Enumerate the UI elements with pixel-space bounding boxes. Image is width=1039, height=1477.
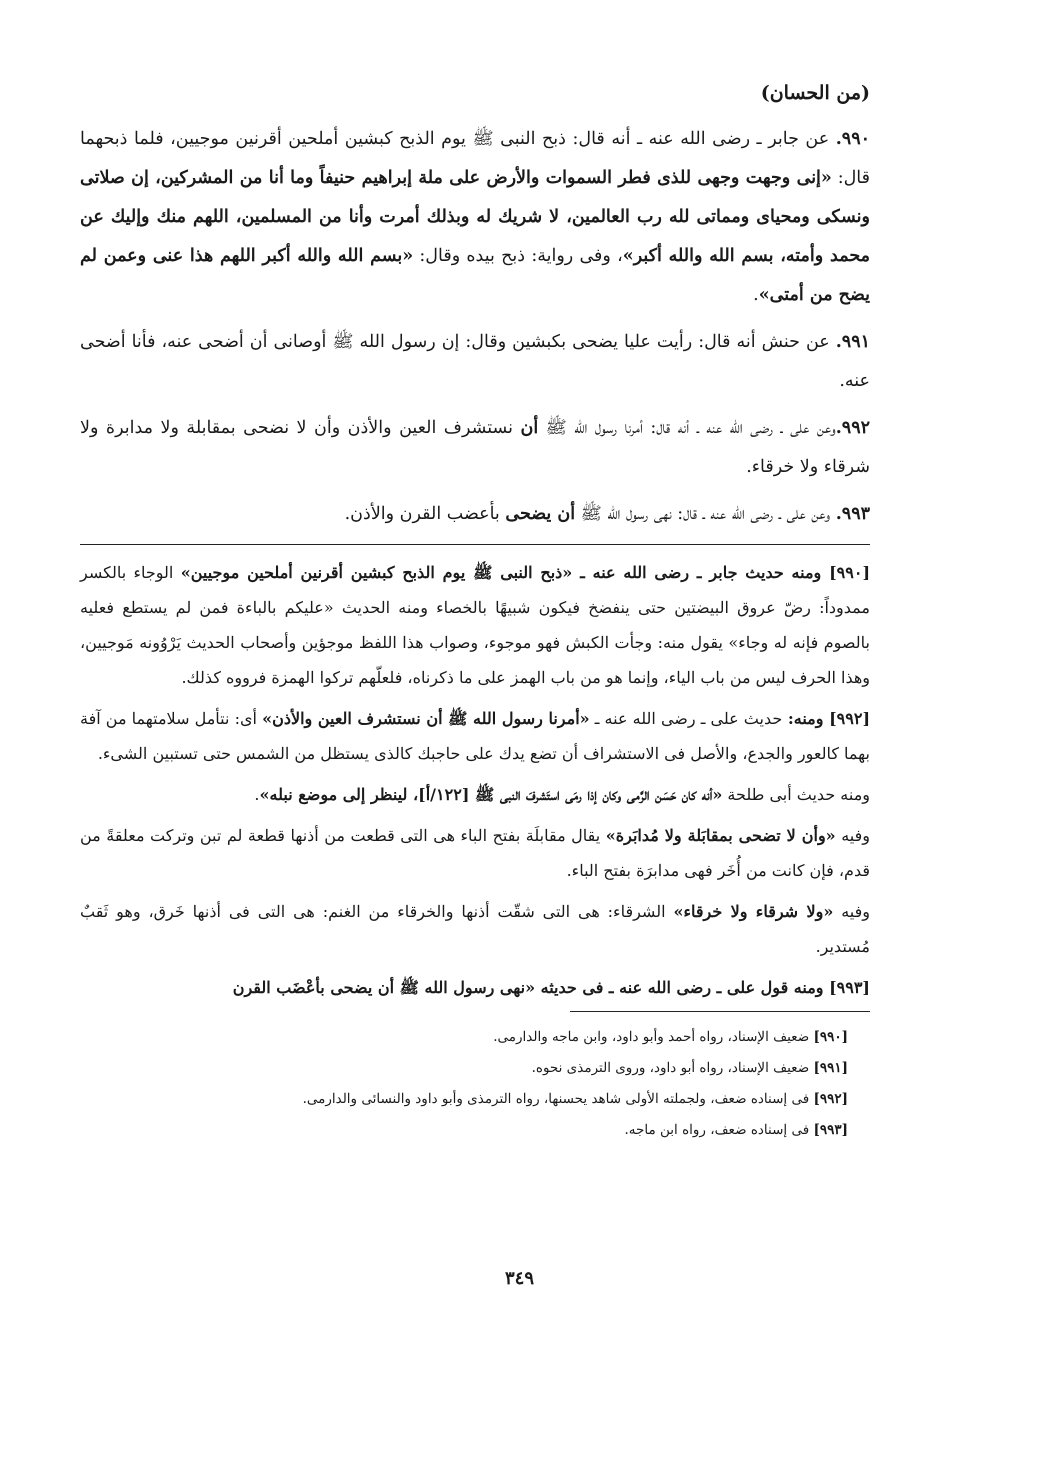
document-page	[80, 82, 870, 1146]
text-segment: «عليكم بالباءة فمن لم يستطع فعليه بالصوم فإنه له وجاء»	[80, 598, 871, 652]
footnote-divider	[570, 1011, 870, 1012]
footnote-text: ضعيف الإسناد، رواه أحمد وأبو داود، وابن ماجه والدارمى.	[493, 1029, 814, 1045]
footnote	[80, 1115, 870, 1146]
footnote-label: [٩٩٠]	[813, 1029, 848, 1045]
text-segment: وعن على ـ رضى الله عنه ـ قال: نهى رسول الله ﷺ	[575, 504, 836, 524]
bold-text-segment: أن يضحى	[505, 504, 576, 524]
text-segment: يقال مقابلَة بفتح الباء هى التى قطعت من أذنها قطعة لم تبن وتركت معلقةً من قدم، فإن كانت من أُخَر فهى مدابرَة بفتح الباء.	[80, 826, 870, 880]
footnote-text: ضعيف الإسناد، رواه أبو داود، وروى الترمذى نحوه.	[531, 1060, 814, 1076]
hadith-number: ٩٩٠.	[835, 129, 870, 149]
footnote	[80, 1084, 870, 1115]
text-segment: ومنه حديث أبى طلحة	[722, 785, 870, 804]
text-segment: حديث على ـ رضى الله عنه ـ	[589, 709, 783, 728]
text-segment: وفيه	[835, 826, 870, 845]
bold-text-segment: «ولا شرقاء ولا خرقاء»	[673, 902, 834, 921]
bold-text-segment: [٩٩٣] ومنه قول على ـ رضى الله عنه ـ فى حديثه	[535, 978, 870, 997]
bold-text-segment: [٩٩٠] ومنه حديث جابر ـ رضى الله عنه ـ	[572, 563, 871, 582]
bold-text-segment: «ذبح النبى ﷺ يوم الذبح كبشين أقرنين أملحين موجيين»	[180, 563, 573, 582]
text-segment: الوجاء بالكسر ممدوداً: رضّ عروق البيضتين حتى ينفضخ فيكون شبيهًا بالخصاء ومنه الحديث	[80, 563, 870, 617]
bold-text-segment: [٩٩٢] ومنه:	[782, 709, 871, 728]
commentary-paragraph	[80, 894, 870, 964]
bold-text-segment: «إنى وجهت وجهى للذى فطر السموات والأرض على ملة إبراهيم حنيفاً وما أنا من المشركين، إن صلاتى ونسكى ومحياى ومماتى لله رب العالمين، لا شريك له وبذلك أمرت وأنا من المسلمين، اللهم منك وإليك عن محمد وأمته، بسم الله والله أكبر»	[80, 168, 870, 266]
hadith-paragraph	[80, 409, 870, 487]
hadith-number: ٩٩٢.	[835, 418, 870, 438]
main-divider	[80, 544, 870, 545]
commentary-section	[80, 555, 870, 1005]
commentary-paragraph	[80, 777, 870, 812]
footnote	[80, 1053, 870, 1084]
hadith-paragraph	[80, 495, 870, 534]
text-segment: .	[254, 785, 260, 804]
bold-text-segment: «بسم الله والله أكبر اللهم هذا عنى وعمن لم يضح من أمتى»	[80, 246, 870, 305]
hadith-paragraph	[80, 323, 870, 401]
commentary-paragraph	[80, 818, 870, 888]
hadith-number: ٩٩٣.	[835, 504, 870, 524]
text-segment: عن جابر ـ رضى الله عنه ـ أنه قال: ذبح النبى ﷺ يوم الذبح كبشين أملحين أقرنين موجيين، فلما ذبحهما قال:	[80, 129, 871, 188]
footnote-text: فى إسناده ضعف، ولجملته الأولى شاهد يحسنها، رواه الترمذى وأبو داود والنسائى والدارمى.	[302, 1091, 814, 1107]
footnote-label: [٩٩١]	[813, 1060, 848, 1076]
text-segment: الشرقاء: هى التى شقّت أذنها والخرقاء من الغنم: هى التى فى أذنها خَرق، وهو ثَقبٌ مُستدير.	[80, 902, 870, 956]
section-header: (من الحسان)	[760, 82, 870, 104]
hadith-number: ٩٩١.	[835, 332, 870, 352]
bold-text-segment: «أمرنا رسول الله ﷺ أن نستشرف العين والأذن»	[262, 709, 590, 728]
commentary-paragraph	[80, 555, 870, 695]
bold-text-segment: «نهى رسول الله ﷺ أن يضحى بأعْضَب القرن	[232, 978, 536, 997]
page-number: ٣٤٩	[504, 1268, 534, 1289]
text-segment: ، وفى رواية: ذبح بيده وقال:	[413, 246, 623, 266]
text-segment: أى: نتأمل سلامتهما من آفة بهما كالعور والجدع، والأصل فى الاستشراف أن تضع يدك على حاجبك كالذى يستظل من الشمس حتى تستبين الشىء.	[80, 709, 870, 763]
footnotes-section	[80, 1022, 870, 1146]
text-segment: .	[753, 285, 759, 305]
footnote-label: [٩٩٣]	[813, 1122, 848, 1138]
text-segment: وفيه	[833, 902, 871, 921]
bold-text-segment: «وأن لا تضحى بمقابَلة ولا مُدابَرة»	[605, 826, 836, 845]
text-segment: وعن على ـ رضى الله عنه ـ أنه قال: أمرنا رسول الله ﷺ	[538, 418, 836, 438]
text-segment: يقول منه: وجأت الكبش فهو موجوء، وصواب هذا اللفظ موجؤين وأصحاب الحديث يَرْوُونه مَوجيين، وهذا الحرف ليس من باب الياء، وإنما هو من باب الهمز على ما ذكرناه، فلعلّهم تركوا الهمزة فرووه كذلك.	[80, 633, 870, 687]
footnote-label: [٩٩٢]	[813, 1091, 848, 1107]
bold-text-segment: «أنه كان حَسَن الرَّمى وكان إذا رمَى استَشرفَ النبى ﷺ [١٢٢/أ]، لينظر إلى موضع نبله»	[259, 785, 723, 804]
text-segment: بأعضب القرن والأذن.	[344, 504, 506, 524]
text-segment: عن حنش أنه قال: رأيت عليا يضحى بكبشين وقال: إن رسول الله ﷺ أوصانى أن أضحى عنه، فأنا أضحى عنه.	[80, 332, 870, 391]
footnote	[80, 1022, 870, 1053]
hadith-paragraph	[80, 120, 870, 315]
footnote-text: فى إسناده ضعف، رواه ابن ماجه.	[624, 1122, 814, 1138]
commentary-paragraph	[80, 970, 870, 1005]
text-segment: نستشرف العين والأذن وأن لا نضحى بمقابلة ولا مدابرة ولا شرقاء ولا خرقاء.	[80, 418, 870, 477]
commentary-paragraph	[80, 701, 870, 771]
hadith-list	[80, 120, 870, 534]
bold-text-segment: أن	[520, 418, 539, 438]
